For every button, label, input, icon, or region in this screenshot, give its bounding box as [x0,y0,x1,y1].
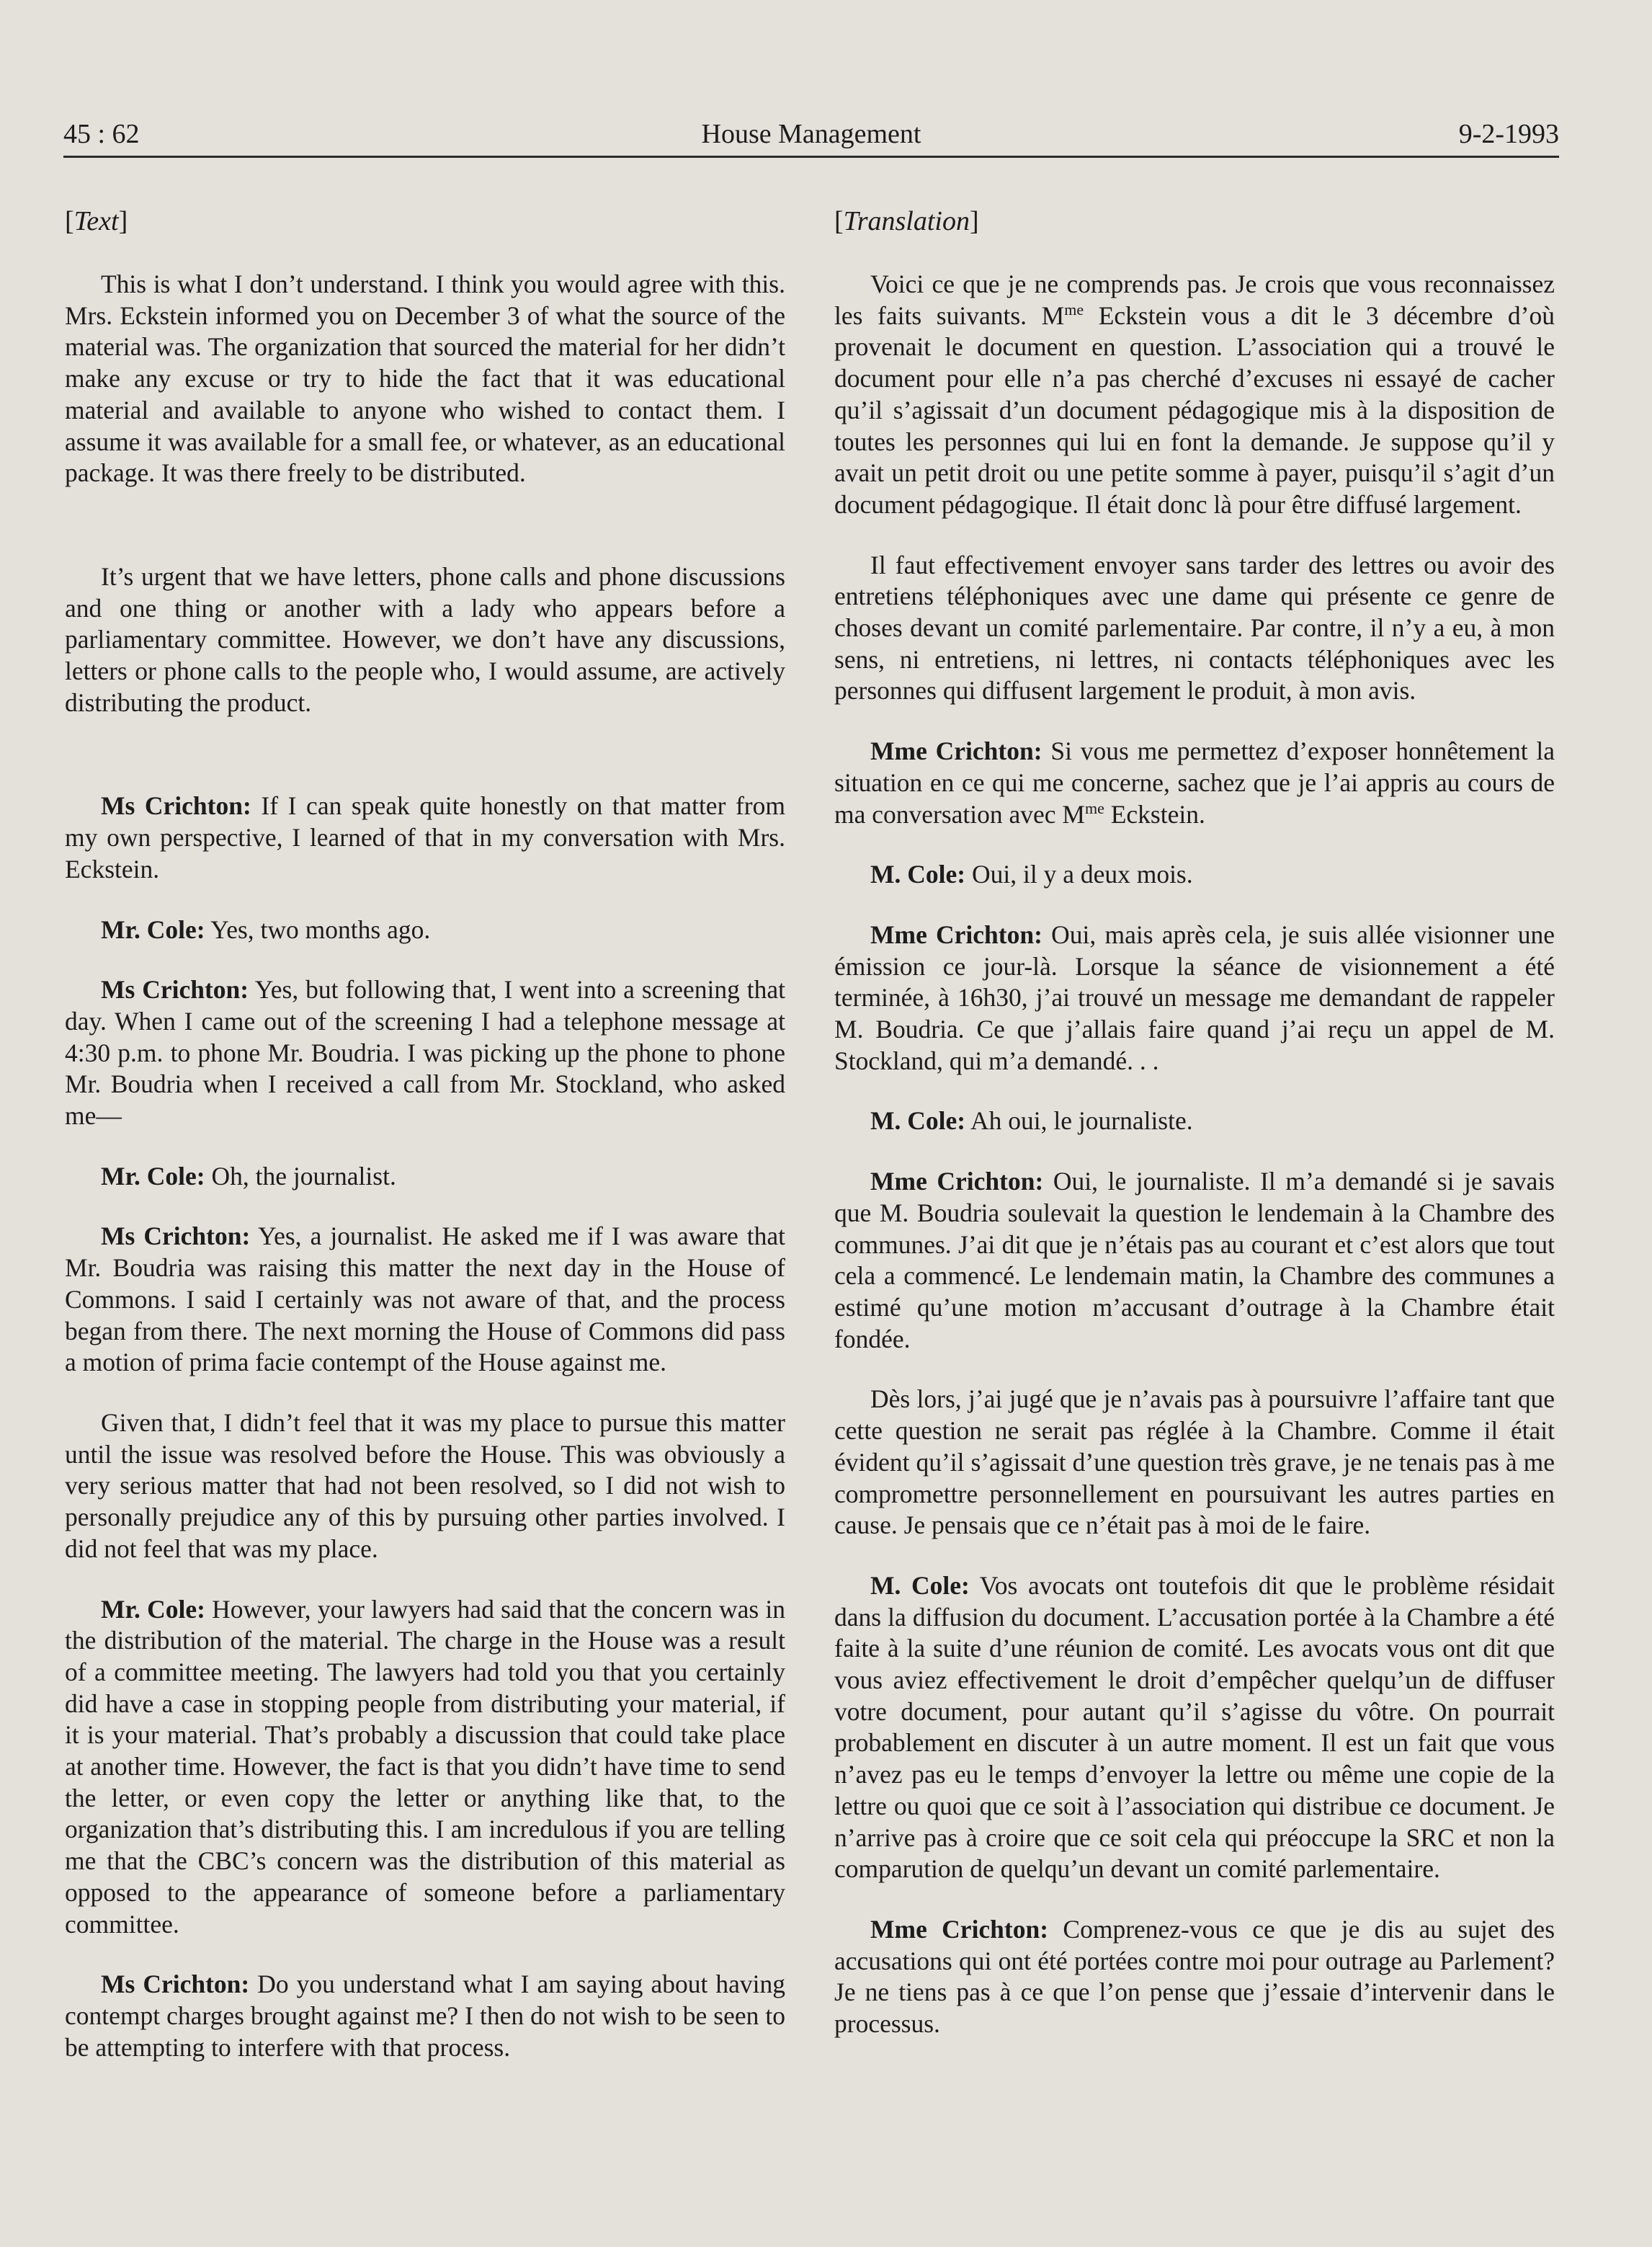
page-header [63,117,1559,158]
paragraph: Mme Crichton: Oui, mais après cela, je suis allée visionner une émission ce jour-là. Lorsque la séance de visionnement a été terminée, à 16h30, j’ai trouvé un message me demandant de rappeler M. Boudria. Ce que j’allais faire quand j’ai reçu un appel de M. Stockland, qui m’a demandé. . . [834,920,1555,1075]
paragraph: This is what I don’t understand. I think you would agree with this. Mrs. Eckstein informed you on December 3 of what the source of the material was. The organization that sourced the material for her didn’t make any excuse or try to hide the fact that it was educational material and available to anyone who wished to contact them. I assume it was available for a small fee, or whatever, as an educational package. It was there freely to be distributed. [65,270,785,488]
header-date: 9-2-1993 [1458,119,1559,149]
paragraph: Mme Crichton: Comprenez-vous ce que je dis au sujet des accusations qui ont été portées contre moi pour outrage au Parlement? Je ne tiens pas à ce que l’on pense que j’essaie d’intervenir dans le processus. [834,1914,1555,2039]
paragraph: M. Cole: Ah oui, le journaliste. [870,1106,1193,1136]
paragraph: Ms Crichton: Do you understand what I am saying about having contempt charges brought against me? I then do not wish to be seen to be attempting to interfere with that process. [65,1970,785,2062]
paragraph: M. Cole: Oui, il y a deux mois. [870,860,1193,889]
text-tag: [Text] [65,206,128,236]
paragraph: Ms Crichton: Yes, but following that, I went into a screening that day. When I came out of the screening I had a telephone message at 4:30 p.m. to phone Mr. Boudria. I was picking up the phone to phone Mr. Boudria when I received a call from Mr. Stockland, who asked me— [65,975,785,1131]
paragraph: Mme Crichton: Oui, le journaliste. Il m’a demandé si je savais que M. Boudria soulevait la question le lendemain à la Chambre des communes. J’ai dit que je n’étais pas au courant et c’est alors que tout cela a commencé. Le lendemain matin, la Chambre des communes a estimé qu’une motion m’accusant d’outrage à la Chambre était fondée. [834,1167,1555,1353]
paragraph: Ms Crichton: Yes, a journalist. He asked me if I was aware that Mr. Boudria was raising this matter the next day in the House of Commons. I said I certainly was not aware of that, and the process began from there. The next morning the House of Commons did pass a motion of prima facie contempt of the House against me. [65,1222,785,1377]
paragraph: Given that, I didn’t feel that it was my place to pursue this matter until the issue was resolved before the House. This was obviously a very serious matter that had not been resolved, so I did not wish to personally prejudice any of this by pursuing other parties involved. I did not feel that was my place. [65,1407,785,1563]
translation-tag: [Translation] [834,206,979,236]
running-title: House Management [701,119,921,149]
paragraph: Dès lors, j’ai jugé que je n’avais pas à poursuivre l’affaire tant que cette question ne serait pas réglée à la Chambre. Comme il était évident qu’il s’agissait d’une question très grave, je ne tenais pas à me compromettre personnellement en poursuivant les autres parties en cause. Je pensais que ce n’était pas à moi de le faire. [834,1384,1555,1540]
paragraph: Mr. Cole: Yes, two months ago. [101,915,431,944]
english-column [65,205,785,2063]
paragraph: Mr. Cole: However, your lawyers had said that the concern was in the distribution of the material. The charge in the House was a result of a committee meeting. The lawyers had told you that you certainly did have a case in stopping people from distributing your material, if it is your material. That’s probably a discussion that could take place at another time. However, the fact is that you didn’t have time to send the letter, or even copy the letter or anything like that, to the organization that’s distributing this. I am incredulous if you are telling me that the CBC’s concern was the distribution of this material as opposed to the appearance of someone before a parliamentary committee. [65,1594,785,1939]
paragraph: Mme Crichton: Si vous me permettez d’exposer honnêtement la situation en ce qui me concerne, sachez que je l’ai appris au cours de ma conversation avec $M^{me}$ Eckstein. [834,737,1555,829]
paragraph: It’s urgent that we have letters, phone calls and phone discussions and one thing or another with a lady who appears before a parliamentary committee. However, we don’t have any discussions, letters or phone calls to the people who, I would assume, are actively distributing the product. [65,561,785,717]
page-number: 45 : 62 [63,119,140,149]
french-column [834,205,1555,2040]
paragraph: M. Cole: Vos avocats ont toutefois dit que le problème résidait dans la diffusion du document. L’accusation portée à la Chambre a été faite à la suite d’une réunion de comité. Les avocats vous ont dit que vous aviez effectivement le droit d’empêcher quelqu’un de diffuser votre document, pour autant qu’il s’agisse du vôtre. On pourrait probablement en discuter à un autre moment. Il est un fait que vous n’avez pas eu le temps d’envoyer la lettre ou même une copie de la lettre ou quoi que ce soit à l’association qui distribue ce document. Je n’arrive pas à croire que ce soit cela qui préoccupe la SRC et non la comparution de quelqu’un devant un comité parlementaire. [834,1570,1555,1884]
paragraph: Il faut effectivement envoyer sans tarder des lettres ou avoir des entretiens téléphoniques avec une dame qui présente ce genre de choses devant un comité parlementaire. Par contre, il n’y a eu, à mon sens, ni entretiens, ni lettres, ni contacts téléphoniques avec les personnes qui diffusent largement le produit, à mon avis. [834,550,1555,706]
paragraph: Mr. Cole: Oh, the journalist. [101,1161,396,1191]
paragraph: Ms Crichton: If I can speak quite honestly on that matter from my own perspective, I learned of that in my conversation with Mrs. Eckstein. [65,791,785,884]
paragraph: Voici ce que je ne comprends pas. Je crois que vous reconnaissez les faits suivants. $M^{me}$ Eckstein vous a dit le 3 décembre d’où provenait le document en question. L’association qui a trouvé le document pour elle n’a pas cherché d’excuses ni essayé de cacher qu’il s’agissait d’un document pédagogique mis à la disposition de toutes les personnes qui lui en font la demande. Je suppose qu’il y avait un petit droit ou une petite somme à payer, puisqu’il s’agit d’un document pédagogique. Il était donc là pour être diffusé largement. [834,270,1555,519]
